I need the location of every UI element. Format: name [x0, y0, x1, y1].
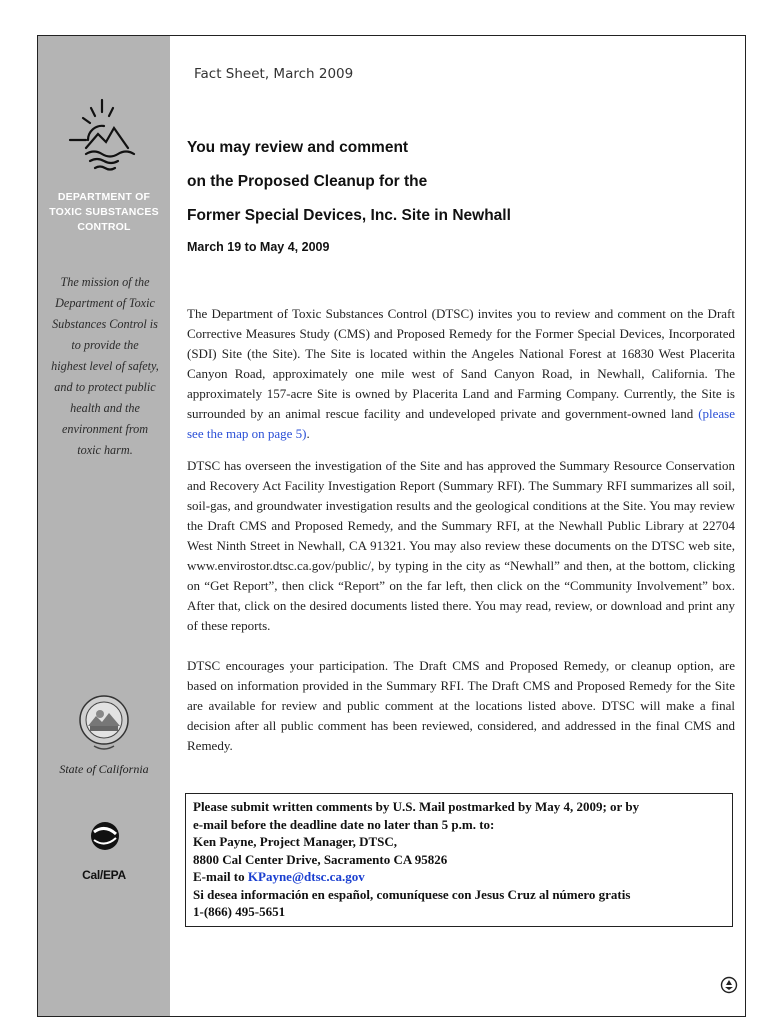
- mission-line: environment from: [61, 422, 149, 436]
- box-line: 1-(866) 495-5651: [193, 904, 286, 919]
- box-line: Si desea información en español, comuníquese con Jesus Cruz al número gratis: [193, 886, 631, 902]
- title-line: You may review and comment: [187, 139, 409, 156]
- comment-period-dates: March 19 to May 4, 2009: [187, 240, 330, 254]
- calepa-logo-icon: [89, 812, 121, 862]
- dept-line: TOXIC SUBSTANCES: [49, 206, 159, 218]
- box-line: 8800 Cal Center Drive, Sacramento CA 95826: [193, 851, 448, 867]
- state-of-california: State of California: [59, 762, 149, 776]
- paragraph-review: DTSC has overseen the investigation of the Site and has approved the Summary Resource Conservation and Recovery Act Facility Investigation Report (Summary RFI). The Summary RFI summarizes all soil, soil-gas, and groundwater investigation results and the geological conditions at the Site. You may review the Draft CMS and Proposed Remedy, and the Summary RFI, at the Newhall Public Library at 22704 West Ninth Street in Newhall, CA 91321. You may also review these documents on the DTSC web site, www.envirostor.dtsc.ca.gov/public/, by typing in the city as “Newhall” and then, at the bottom, clicking on “Get Report”, then click “Report” on the far left, then click on the “Community Involvement” box. After that, click on the desired documents listed there. You may read, review, or download and print any of these reports.: [187, 458, 735, 633]
- comment-submission-box: [185, 793, 733, 927]
- fact-sheet-page: [37, 35, 746, 1017]
- box-line: e-mail before the deadline date no later than 5 p.m. to:: [193, 816, 495, 832]
- mission-line: health and the: [70, 401, 140, 415]
- email-label: E-mail to: [193, 869, 248, 884]
- mission-line: Department of Toxic: [55, 296, 155, 310]
- sidebar: [38, 36, 170, 1016]
- state-seal-icon: [78, 692, 130, 752]
- mission-line: The mission of the: [60, 275, 150, 289]
- map-link[interactable]: (please see the map on page 5): [187, 406, 735, 441]
- paragraph-participation: DTSC encourages your participation. The Draft CMS and Proposed Remedy, or cleanup option, are based on information provided in the Summary RFI. The Draft CMS and Proposed Remedy for the Site are available for review and public comment at the locations listed above. DTSC will make a final decision after all public comment has been reviewed, considered, and addressed in the final CMS and Remedy.: [187, 658, 735, 753]
- paragraph-intro-text: The Department of Toxic Substances Control (DTSC) invites you to review and comment on the Draft Corrective Measures Study (CMS) and Proposed Remedy for the Former Special Devices, Incorporated (SDI) Site (the Site). The Site is located within the Angeles National Forest at 16830 West Placerita Canyon Road, approximately one mile west of Sand Canyon Road, in Newhall, California. The approximately 157-acre Site is owned by Placerita Land and Farming Company. Currently, the Site is surrounded by an animal rescue facility and undeveloped private and government-owned land: [187, 306, 735, 421]
- mission-line: toxic harm.: [77, 443, 133, 457]
- mission-line: to provide the: [71, 338, 139, 352]
- dept-line: CONTROL: [77, 221, 131, 233]
- title-line: Former Special Devices, Inc. Site in Newhall: [187, 207, 511, 224]
- box-line: Ken Payne, Project Manager, DTSC,: [193, 834, 398, 849]
- box-email-line: [193, 868, 725, 886]
- paragraph-intro: [187, 304, 735, 444]
- box-line: Please submit written comments by U.S. Mail postmarked by May 4, 2009; or by: [193, 799, 640, 814]
- mission-line: highest level of safety,: [51, 359, 159, 373]
- calepa-label: Cal/EPA: [82, 868, 126, 882]
- paragraph-intro-end: .: [306, 426, 310, 441]
- mission-line: and to protect public: [54, 380, 156, 394]
- dept-line: DEPARTMENT OF: [57, 191, 151, 203]
- mission-line: Substances Control is: [52, 317, 158, 331]
- title-line: on the Proposed Cleanup for the: [187, 173, 428, 190]
- dtsc-sun-mountain-logo: [64, 96, 144, 174]
- mission-statement: [44, 272, 166, 461]
- fact-sheet-date: Fact Sheet, March 2009: [194, 66, 354, 82]
- email-link[interactable]: KPayne@dtsc.ca.gov: [247, 869, 365, 884]
- recycle-icon: [720, 976, 738, 994]
- department-name: [38, 190, 170, 235]
